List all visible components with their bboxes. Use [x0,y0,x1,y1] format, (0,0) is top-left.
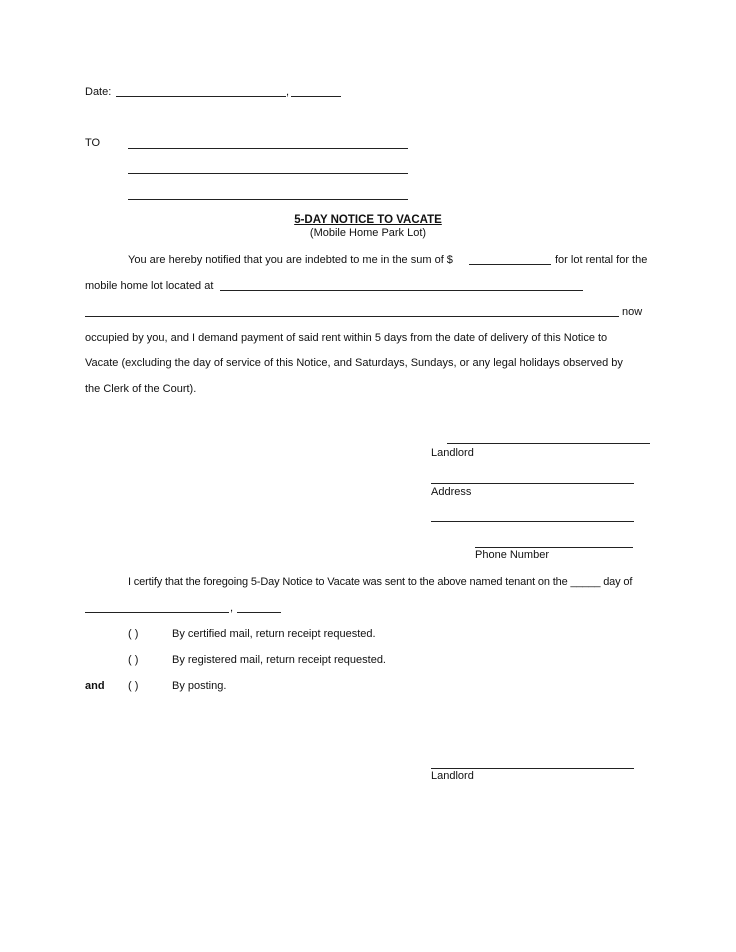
final-landlord-label: Landlord [431,770,474,782]
landlord-label: Landlord [431,447,474,459]
method-1-checkbox[interactable]: ( ) [128,628,139,640]
date-comma: , [286,86,290,98]
method-2-label: By registered mail, return receipt requested. [172,654,386,666]
body-line-1b: for lot rental for the [555,254,648,266]
notice-title: 5-DAY NOTICE TO VACATE [294,214,442,226]
method-3-prefix: and [85,680,105,692]
to-field-1[interactable] [128,148,408,149]
to-field-3[interactable] [128,199,408,200]
date-label: Date: [85,86,112,98]
body-line-1a: You are hereby notified that you are indebted to me in the sum of $ [128,254,453,266]
sum-field[interactable] [469,264,551,265]
certify-line-1: I certify that the foregoing 5-Day Notice to Vacate was sent to the above named tenant on the _____ day of [128,576,633,588]
lot-location-field-1[interactable] [220,290,583,291]
address-field-1[interactable] [431,483,634,484]
method-2-checkbox[interactable]: ( ) [128,654,139,666]
phone-label: Phone Number [475,549,549,561]
body-line-6: the Clerk of the Court). [85,383,197,395]
method-1-label: By certified mail, return receipt requested. [172,628,376,640]
certify-date-field[interactable] [85,612,229,613]
to-field-2[interactable] [128,173,408,174]
landlord-signature-field[interactable] [447,443,650,444]
body-line-2: mobile home lot located at [85,280,214,292]
year-field[interactable] [291,96,341,97]
lot-location-field-2[interactable] [85,316,619,317]
certify-year-field[interactable] [237,612,281,613]
method-3-label: By posting. [172,680,227,692]
to-label: TO [85,137,101,149]
notice-subtitle: (Mobile Home Park Lot) [309,227,427,239]
address-field-2[interactable] [431,521,634,522]
certify-comma: , [230,602,234,614]
address-label: Address [431,486,472,498]
body-line-4: occupied by you, and I demand payment of said rent within 5 days from the date of delivery of this Notice to [85,332,608,344]
date-field[interactable] [116,96,286,97]
body-line-3: now [622,306,643,318]
body-line-5: Vacate (excluding the day of service of this Notice, and Saturdays, Sundays, or any legal holidays observed by [85,357,623,369]
method-3-checkbox[interactable]: ( ) [128,680,139,692]
